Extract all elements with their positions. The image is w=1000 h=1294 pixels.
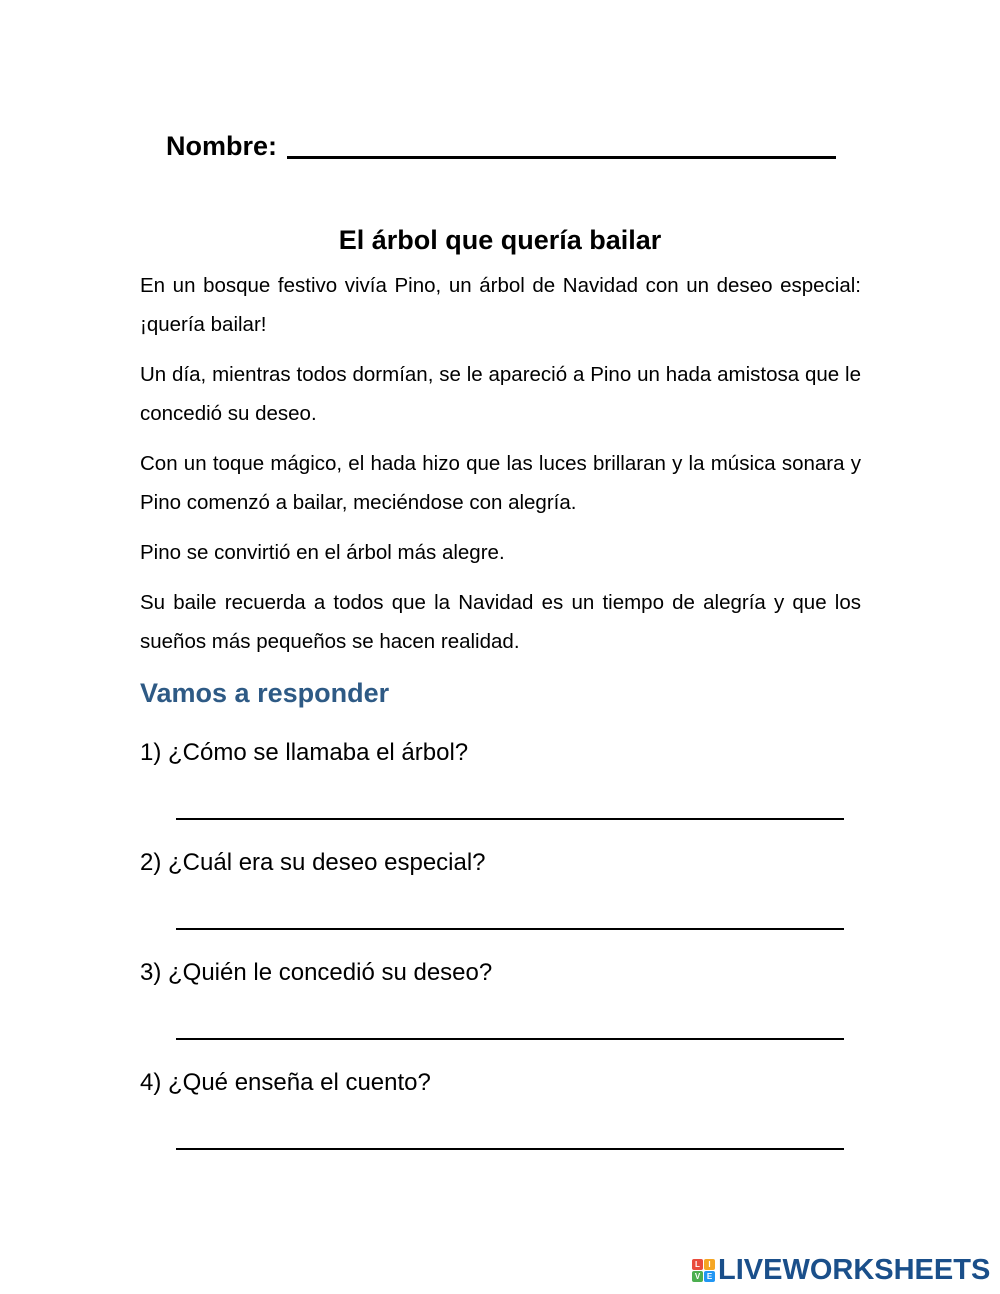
question-4: 4) ¿Qué enseña el cuento? bbox=[140, 1069, 431, 1096]
story-title: El árbol que quería bailar bbox=[338, 225, 662, 255]
name-row bbox=[166, 124, 836, 164]
liveworksheets-logo bbox=[692, 1254, 990, 1286]
question-3: 3) ¿Quién le concedió su deseo? bbox=[140, 959, 493, 986]
question-1: 1) ¿Cómo se llamaba el árbol? bbox=[140, 739, 469, 766]
answer-field-4[interactable] bbox=[176, 1148, 844, 1150]
story-paragraph: Su baile recuerda a todos que la Navidad es un tiempo de alegría y que los sueños más pequeños se hacen realidad. bbox=[140, 591, 861, 653]
questions-heading: Vamos a responder bbox=[140, 678, 390, 708]
logo-tile-v: V bbox=[692, 1271, 703, 1282]
logo-mark-icon bbox=[692, 1259, 715, 1282]
logo-text: LIVEWORKSHEETS bbox=[718, 1254, 991, 1286]
logo-tile-e: E bbox=[704, 1271, 715, 1282]
answer-field-3[interactable] bbox=[176, 1038, 844, 1040]
story-paragraph: Con un toque mágico, el hada hizo que las luces brillaran y la música sonara y Pino comenzó a bailar, meciéndose con alegría. bbox=[140, 452, 861, 514]
story-paragraph: Un día, mientras todos dormían, se le apareció a Pino un hada amistosa que le concedió su deseo. bbox=[140, 363, 861, 425]
question-2: 2) ¿Cuál era su deseo especial? bbox=[140, 849, 486, 876]
answer-field-1[interactable] bbox=[176, 818, 844, 820]
answer-field-2[interactable] bbox=[176, 928, 844, 930]
story-paragraph: Pino se convirtió en el árbol más alegre. bbox=[140, 541, 505, 564]
logo-tile-l: L bbox=[692, 1259, 703, 1270]
name-field[interactable] bbox=[287, 124, 836, 159]
story-paragraph: En un bosque festivo vivía Pino, un árbol de Navidad con un deseo especial: ¡quería bailar! bbox=[140, 274, 861, 336]
logo-tile-i: I bbox=[704, 1259, 715, 1270]
story-body bbox=[140, 266, 861, 672]
name-label: Nombre: bbox=[166, 131, 278, 161]
